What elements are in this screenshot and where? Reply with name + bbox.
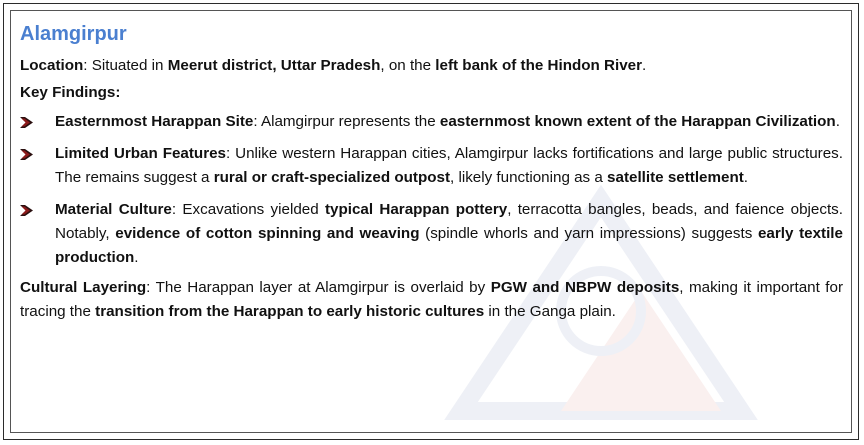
finding-heading: Easternmost Harappan Site: [55, 113, 254, 130]
key-findings-heading: [20, 81, 843, 105]
finding-bold: typical Harappan pottery: [324, 201, 508, 218]
finding-item: [20, 142, 843, 190]
finding-text: .: [134, 249, 139, 266]
finding-text: : Alamgirpur represents the: [253, 113, 440, 130]
finding-heading: Material Culture: [55, 201, 172, 218]
finding-bold: rural or craft-specialized outpost: [213, 169, 451, 186]
page-title: Alamgirpur: [20, 23, 127, 45]
outer-frame: [3, 3, 859, 440]
finding-bold: satellite settlement: [607, 169, 744, 186]
finding-bold: easternmost known extent of the Harappan Civilization: [439, 113, 836, 130]
location-text: .: [642, 57, 647, 74]
cultural-label: Cultural Layering: [20, 279, 147, 296]
finding-text: .: [835, 113, 840, 130]
cultural-bold: PGW and NBPW deposits: [490, 279, 680, 296]
finding-bold: evidence of cotton spinning and weaving: [115, 225, 420, 242]
location-district: Meerut district, Uttar Pradesh: [167, 57, 381, 74]
content: [20, 23, 843, 324]
content-box: [10, 10, 852, 433]
finding-text: , likely functioning as a: [450, 169, 608, 186]
cultural-text: in the Ganga plain.: [484, 303, 616, 320]
finding-item: [20, 198, 843, 270]
location-text: , on the: [380, 57, 436, 74]
cultural-text: , making it important for tracing the: [20, 279, 844, 320]
finding-text: (spindle whorls and yarn impressions) suggests: [419, 225, 758, 242]
arrow-bullet-icon: [20, 149, 33, 160]
arrow-bullet-icon: [20, 205, 33, 216]
finding-text: .: [743, 169, 749, 186]
location-text: : Situated in: [83, 57, 168, 74]
cultural-text: : The Harappan layer at Alamgirpur is overlaid by: [146, 279, 491, 296]
location-label: Location: [20, 57, 84, 74]
location-river: left bank of the Hindon River: [435, 57, 643, 74]
finding-text: : Unlike western Harappan cities, Alamgirpur lacks fortifications and large public structures. The remains suggest a: [55, 145, 843, 186]
arrow-bullet-icon: [20, 117, 33, 128]
location-line: [20, 54, 843, 78]
finding-item: [20, 110, 843, 134]
cultural-bold: transition from the Harappan to early historic cultures: [95, 303, 485, 320]
finding-heading: Limited Urban Features: [55, 145, 226, 162]
key-findings-label: Key Findings:: [20, 84, 121, 101]
finding-text: , terracotta bangles, beads, and faience objects. Notably,: [55, 201, 843, 242]
cultural-layering: [20, 276, 843, 324]
finding-bold: early textile production: [55, 225, 843, 266]
finding-text: : Excavations yielded: [171, 201, 325, 218]
